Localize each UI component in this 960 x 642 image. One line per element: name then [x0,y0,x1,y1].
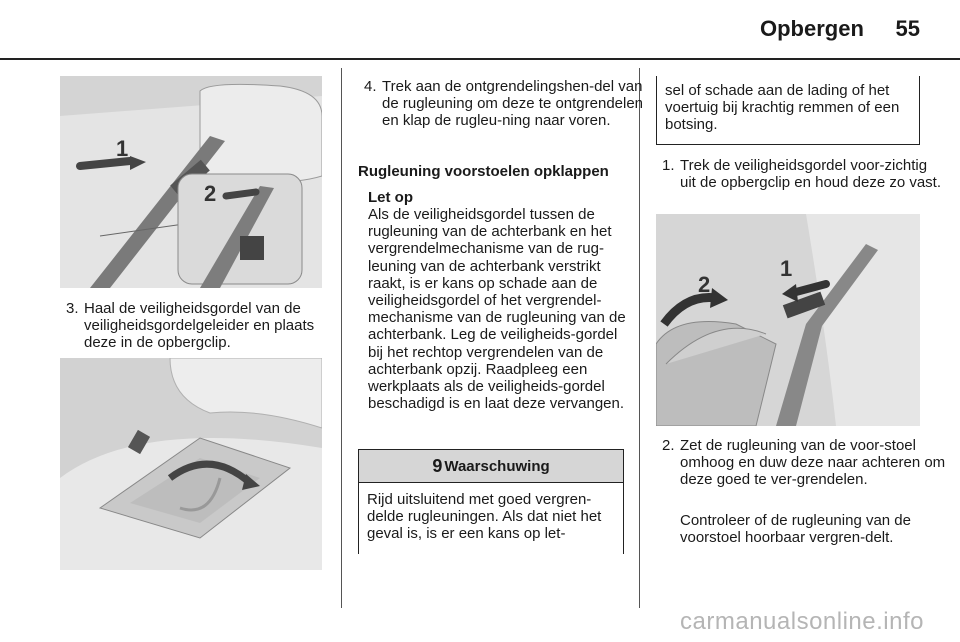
front-seat-belt-illustration [656,214,920,426]
warning-icon: 9 [432,455,443,476]
figure-label-1: 1 [780,256,793,281]
step-2-text: Zet de rugleuning van de voor-stoel omhoog en duw deze naar achteren om deze goed te ver-grendelen. [680,437,946,488]
warning-box [358,449,624,554]
figure-label-1: 1 [116,136,129,161]
step-3-text: Haal de veiligheidsgordel van de veiligheidsgordelgeleider en plaats deze in de opbergclip. [84,300,315,351]
column-separator-2 [639,68,640,608]
step-4-text: Trek aan de ontgrendelingshen-del van de rugleuning om deze te ontgrendelen en klap de rugleu-ning naar voren. [382,78,644,129]
warning-continuation-box [656,76,920,145]
figure-label-2: 2 [698,272,711,297]
step-2 [656,437,946,488]
storage-clip-illustration [60,358,322,570]
step-3 [60,300,348,351]
warning-text: Rijd uitsluitend met goed vergren-delde rugleuningen. Als dat niet het geval is, is er een kans op let- [367,491,602,543]
seatbelt-headrest-drawing [60,76,322,288]
warning-continuation-text: sel of schade aan de lading of het voertuig bij krachtig remmen of een botsing. [665,82,900,134]
note-body: Als de veiligheidsgordel tussen de rugleuning van de achterbank en het vergrendelmechanisme van de rug-leuning van de achterbank verstrikt raakt, is er kans op schade aan de veiligheidsgordel of het vergrendel-mechanisme van de rugleuning van de achterbank. Leg de veiligheids-gordel bij het rechtop vergrendelen van de achterbank opzij. Raadpleeg een werkplaats als de veiligheids-gordel beschadigd is en laat deze vervangen. [368,206,626,413]
step-1 [656,157,946,191]
figure-label-2: 2 [204,181,217,206]
note-title: Let op [368,189,413,206]
warning-title: Waarschuwing [444,457,550,475]
step-2-number: 2. [662,437,675,454]
step-4-number: 4. [364,78,377,95]
page-number: 55 [895,16,920,41]
storage-clip-drawing [60,358,322,570]
section-heading: Rugleuning voorstoelen opklappen [358,163,609,180]
warning-header [359,450,623,483]
seatbelt-headrest-illustration [60,76,322,288]
step-4 [358,78,648,129]
watermark: carmanualsonline.info [680,608,924,635]
step-2-followup: Controleer of de rugleuning van de voorstoel hoorbaar vergren-delt. [680,512,911,546]
step-1-text: Trek de veiligheidsgordel voor-zichtig uit de opbergclip en houd deze zo vast. [680,157,942,191]
step-1-number: 1. [662,157,675,174]
page-title: Opbergen [760,16,864,41]
front-seat-belt-drawing [656,214,920,426]
step-3-number: 3. [66,300,79,317]
header-rule [0,58,960,60]
